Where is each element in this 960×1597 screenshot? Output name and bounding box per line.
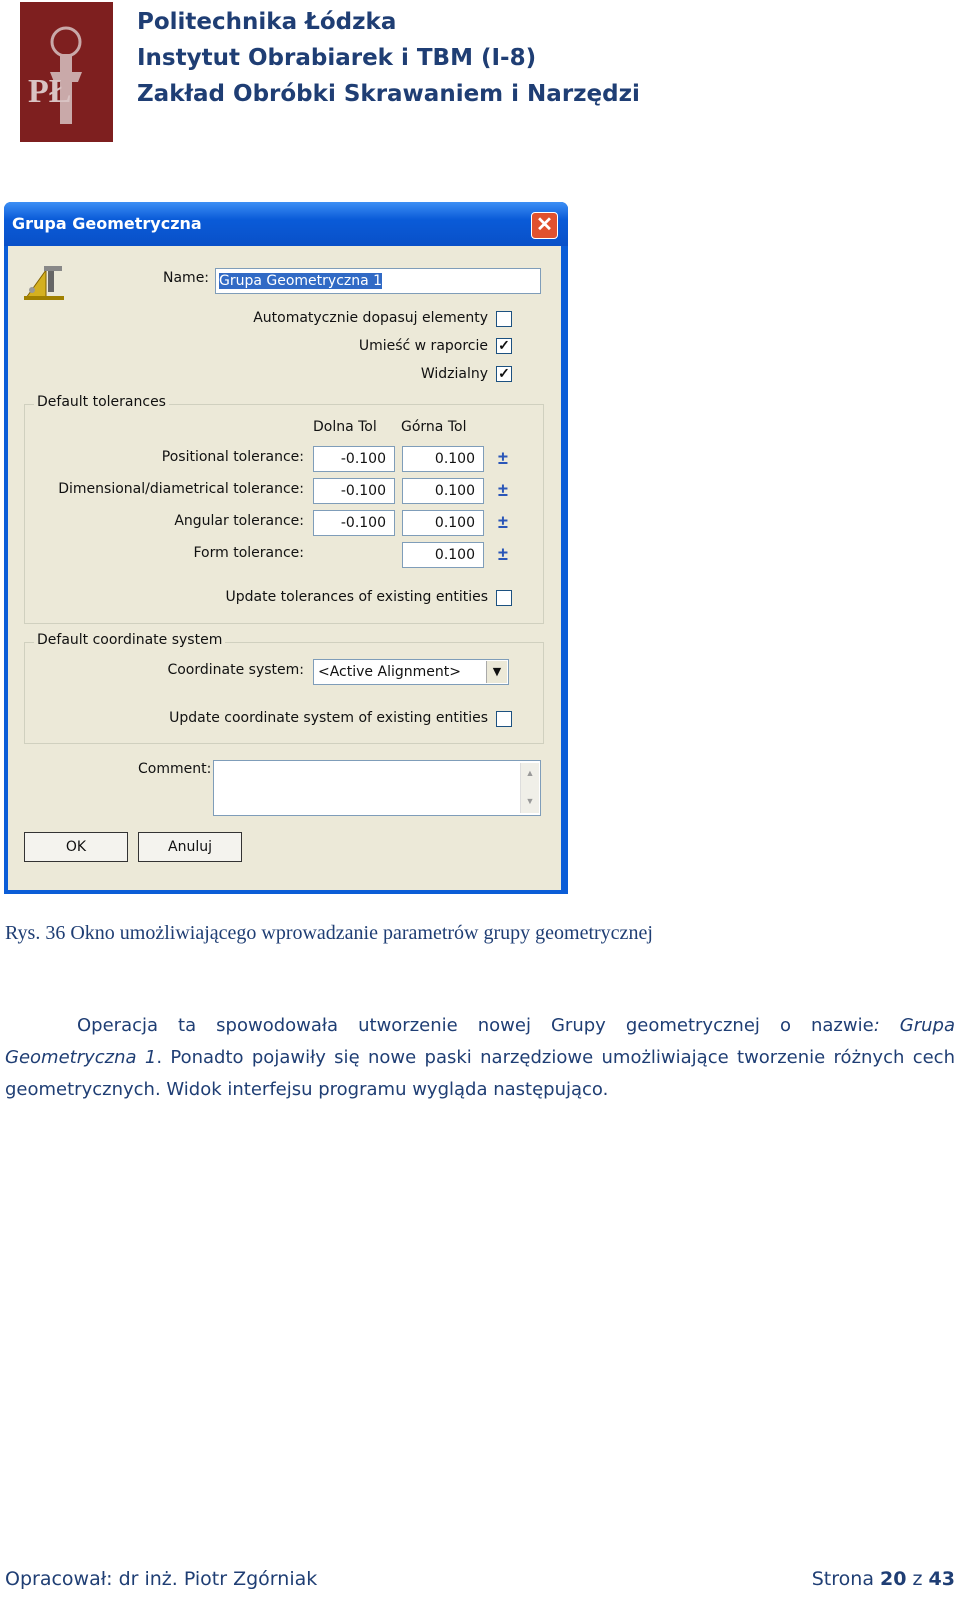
chevron-down-icon[interactable]: ▼: [486, 661, 507, 683]
auto-fit-label: Automatycznie dopasuj elementy: [253, 310, 488, 326]
positional-tolerance-label: Positional tolerance:: [161, 449, 304, 465]
dimensional-tolerance-label: Dimensional/diametrical tolerance:: [58, 481, 304, 497]
close-icon: ✕: [536, 214, 553, 236]
update-coordinate-system-label: Update coordinate system of existing entities: [169, 710, 488, 726]
paragraph-italic: : Grupa Geometryczna 1: [5, 1015, 955, 1068]
dialog-titlebar[interactable]: [4, 202, 568, 246]
footer-author: Opracował: dr inż. Piotr Zgórniak: [5, 1568, 318, 1590]
dialog-client: [8, 246, 561, 890]
angular-lower-input[interactable]: -0.100: [313, 510, 395, 536]
positional-lower-input[interactable]: -0.100: [313, 446, 395, 472]
include-in-report-label: Umieść w raporcie: [358, 338, 488, 354]
plus-minus-icon[interactable]: ±: [498, 544, 508, 564]
close-button[interactable]: [531, 212, 558, 239]
page-total: 43: [928, 1568, 955, 1590]
coordinate-system-label: Coordinate system:: [167, 662, 304, 678]
university-logo: [20, 2, 113, 142]
lower-tol-header: Dolna Tol: [313, 419, 377, 435]
plus-minus-icon[interactable]: ±: [498, 448, 508, 468]
name-input[interactable]: [215, 268, 541, 294]
form-tolerance-label: Form tolerance:: [193, 545, 304, 561]
positional-upper-input[interactable]: 0.100: [402, 446, 484, 472]
institution-header: [137, 4, 640, 112]
page-current: 20: [880, 1568, 907, 1590]
scroll-up-icon[interactable]: ▲: [525, 768, 535, 778]
geometry-group-icon: [22, 262, 66, 302]
default-coordinate-system-group: [24, 642, 544, 744]
page-prefix: Strona: [811, 1568, 874, 1590]
figure-caption: Rys. 36 Okno umożliwiającego wprowadzanie parametrów grupy geometrycznej: [5, 922, 653, 944]
header-line-3: Zakład Obróbki Skrawaniem i Narzędzi: [137, 81, 640, 107]
dimensional-upper-input[interactable]: 0.100: [402, 478, 484, 504]
dimensional-lower-input[interactable]: -0.100: [313, 478, 395, 504]
plus-minus-icon[interactable]: ±: [498, 512, 508, 532]
default-tolerances-label: Default tolerances: [34, 394, 169, 410]
visible-label: Widzialny: [420, 366, 488, 382]
page-separator: z: [912, 1568, 923, 1590]
ok-button[interactable]: OK: [24, 832, 128, 862]
dialog-title: Grupa Geometryczna: [12, 214, 202, 233]
upper-tol-header: Górna Tol: [401, 419, 467, 435]
angular-tolerance-label: Angular tolerance:: [174, 513, 304, 529]
form-upper-input[interactable]: 0.100: [402, 542, 484, 568]
comment-label: Comment:: [138, 761, 212, 777]
scroll-down-icon[interactable]: ▼: [525, 796, 535, 806]
logo-lettering: PŁ: [28, 73, 72, 110]
header-line-1: Politechnika Łódzka: [137, 9, 397, 35]
paragraph-text-2: . Ponadto pojawiły się nowe paski narzędziowe umożliwiające tworzenie różnych cech geometrycznych. Widok interfejsu programu wygląda następująco.: [5, 1047, 955, 1100]
header-line-2: Instytut Obrabiarek i TBM (I-8): [137, 45, 537, 71]
dialog-window: [4, 202, 568, 894]
plus-minus-icon[interactable]: ±: [498, 480, 508, 500]
paragraph-text-1: Operacja ta spowodowała utworzenie nowej Grupy geometrycznej o nazwie: [77, 1015, 874, 1036]
update-tolerances-checkbox[interactable]: [496, 590, 512, 606]
page-number: [812, 1568, 955, 1590]
cancel-button[interactable]: Anuluj: [138, 832, 242, 862]
comment-scrollbar[interactable]: [520, 763, 539, 813]
visible-checkbox[interactable]: ✓: [496, 366, 512, 382]
angular-upper-input[interactable]: 0.100: [402, 510, 484, 536]
coordinate-system-select[interactable]: [313, 659, 509, 685]
body-paragraph: [5, 1010, 955, 1106]
update-coordinate-system-checkbox[interactable]: [496, 711, 512, 727]
update-tolerances-label: Update tolerances of existing entities: [225, 589, 488, 605]
default-coordinate-system-label: Default coordinate system: [34, 632, 225, 648]
name-input-value: Grupa Geometryczna 1: [219, 273, 383, 289]
coordinate-system-value: <Active Alignment>: [318, 664, 461, 680]
include-in-report-checkbox[interactable]: ✓: [496, 338, 512, 354]
auto-fit-checkbox[interactable]: [496, 311, 512, 327]
name-label: Name:: [163, 270, 210, 286]
comment-textarea[interactable]: [213, 760, 541, 816]
